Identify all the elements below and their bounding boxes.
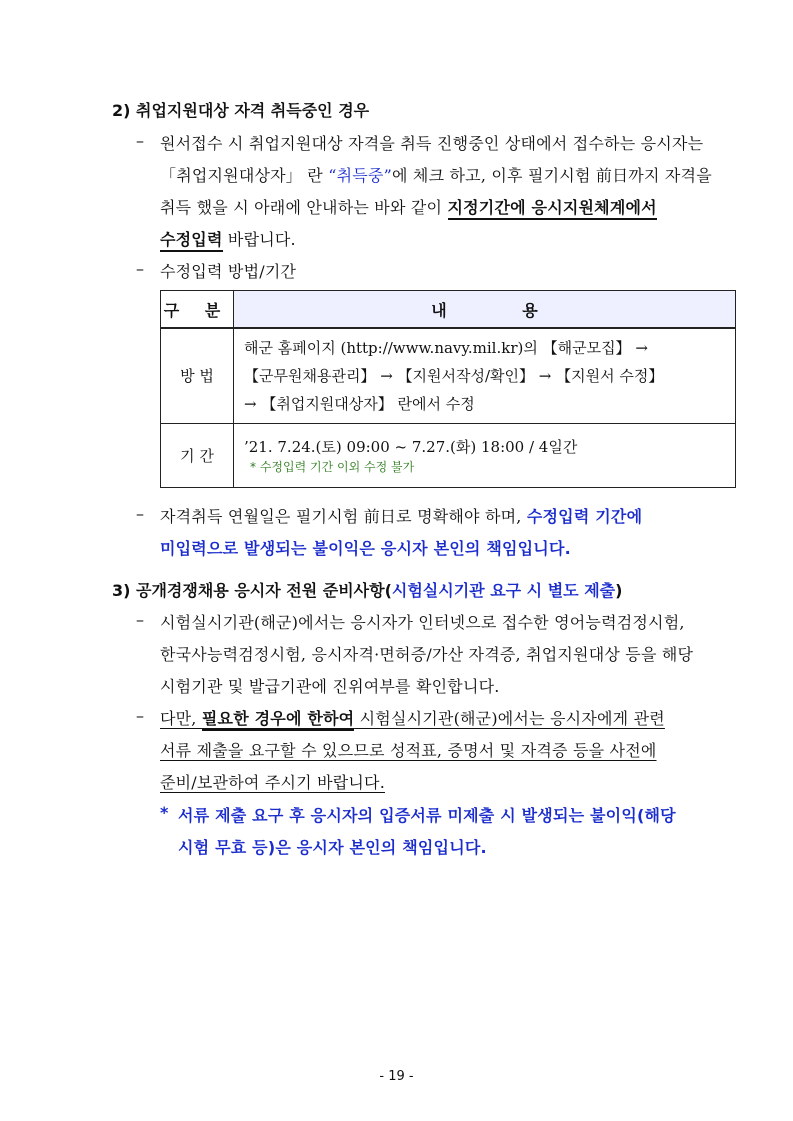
s3-bullet-1-line-1: 시험실시기관(해군)에서는 응시자가 인터넷으로 접수한 영어능력검정시험, (160, 613, 685, 632)
method-line-3: → 【취업지원대상자】 란에서 수정 (244, 394, 475, 413)
paren-open: ( (384, 581, 392, 600)
bullet-dash: – (136, 131, 145, 150)
table-header-label: 구 분 (161, 291, 234, 329)
period-line: ’21. 7.24.(토) 09:00 ~ 7.27.(화) 18:00 / 4일간 (244, 438, 578, 456)
table-row (161, 423, 736, 487)
checkbox-value-quote: “취득중” (328, 166, 392, 185)
emphasis-edit-period: 수정입력 기간에 (526, 507, 643, 526)
table-row (161, 328, 736, 423)
emphasis-designated-period: 지정기간에 응시지원체계에서 (448, 198, 657, 220)
table-row-label: 방 법 (161, 328, 234, 423)
period-note: * 수정입력 기간 이외 수정 불가 (250, 460, 415, 474)
bullet-3-line-2-emphasis: 미입력으로 발생되는 불이익은 응시자 본인의 책임입니다. (160, 539, 571, 558)
bullet-1-line-4 (160, 227, 296, 250)
section-3-heading-text: 3) 공개경쟁채용 응시자 전원 준비사항 (112, 581, 385, 600)
bullet-1-line-3-text: 취득 했을 시 아래에 안내하는 바와 같이 (160, 198, 448, 217)
table-row-label: 기 간 (161, 423, 234, 487)
table-header-row (161, 291, 736, 329)
bullet-dash: – (136, 259, 145, 278)
bullet-dash: – (136, 504, 145, 523)
bullet-1-line-2 (160, 163, 712, 186)
star-note-line-2: 시험 무효 등)은 응시자 본인의 책임입니다. (178, 838, 487, 857)
s3-bullet-1-line-2: 한국사능력검정시험, 응시자격·면허증/가산 자격증, 취업지원대상 등을 해당 (160, 645, 694, 664)
bullet-2-text: 수정입력 방법/기간 (160, 262, 297, 281)
form-field-name: 「취업지원대상자」 란 (160, 166, 329, 185)
star-icon: * (160, 803, 169, 822)
star-note-line-1: 서류 제출 요구 후 응시자의 입증서류 미제출 시 발생되는 불이익(해당 (178, 806, 676, 825)
paren-close: ) (615, 581, 623, 600)
bullet-dash: – (136, 610, 145, 629)
bullet-3-line-1-text: 자격취득 연월일은 필기시험 前日로 명확해야 하며, (160, 507, 527, 526)
method-line-1: 해군 홈페이지 (http://www.navy.mil.kr)의 【해군모집】 → (244, 338, 648, 357)
section-3-heading (112, 578, 622, 601)
s3-bullet-2-line-1-rest: 시험실시기관(해군)에서는 응시자에게 관련 (354, 709, 665, 728)
bullet-1-line-2-rest: 에 체크 하고, 이후 필기시험 前日까지 자격을 (391, 166, 712, 185)
bullet-1-line-3 (160, 195, 657, 218)
edit-method-table (160, 290, 736, 488)
s3-bullet-2-line-3: 준비/보관하여 주시기 바랍니다. (160, 773, 385, 792)
emphasis-only-when-needed: 필요한 경우에 한하여 (202, 709, 354, 731)
bullet-1-line-4-rest: 바랍니다. (222, 230, 296, 249)
section-2-heading: 2) 취업지원대상 자격 취득중인 경우 (112, 101, 370, 120)
section-3-heading-emphasis: 시험실시기관 요구 시 별도 제출 (391, 581, 616, 600)
emphasis-edit-input: 수정입력 (160, 230, 223, 252)
table-header-content: 내 용 (234, 291, 736, 329)
bullet-3-line-1 (160, 504, 642, 527)
table-row-content (234, 328, 736, 423)
bullet-dash: – (136, 706, 145, 725)
s3-bullet-2-line-1-text: 다만, (160, 709, 202, 728)
s3-bullet-2-line-2: 서류 제출을 요구할 수 있으므로 성적표, 증명서 및 자격증 등을 사전에 (160, 741, 657, 760)
method-line-2: 【군무원채용관리】 → 【지원서작성/확인】 → 【지원서 수정】 (244, 366, 664, 385)
s3-bullet-1-line-3: 시험기관 및 발급기관에 진위여부를 확인합니다. (160, 677, 500, 696)
s3-bullet-2-line-1 (160, 706, 665, 729)
table-row-content (234, 423, 736, 487)
page-number: - 19 - (379, 1069, 414, 1084)
bullet-1-line-1: 원서접수 시 취업지원대상 자격을 취득 진행중인 상태에서 접수하는 응시자는 (160, 134, 704, 153)
